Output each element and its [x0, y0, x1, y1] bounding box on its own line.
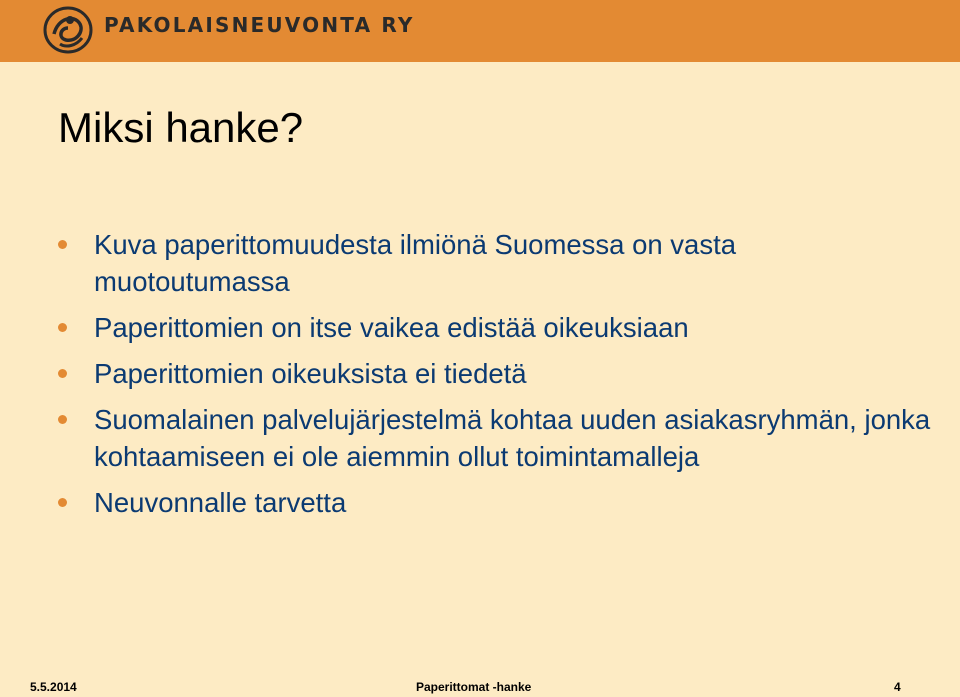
bullet-dot-icon: [58, 240, 67, 249]
bullet-item: [58, 226, 938, 300]
bullet-list: [58, 226, 938, 530]
bullet-text: Paperittomien oikeuksista ei tiedetä: [94, 358, 527, 389]
page-number: 4: [894, 680, 901, 694]
pakolaisneuvonta-emblem-icon: [40, 4, 96, 56]
slide-title: Miksi hanke?: [58, 104, 304, 151]
bullet-text: Neuvonnalle tarvetta: [94, 487, 347, 518]
bullet-dot-icon: [58, 415, 67, 424]
bullet-dot-icon: [58, 369, 67, 378]
bullet-item: [58, 484, 938, 521]
header-bar: [0, 0, 960, 62]
bullet-text: Suomalainen palvelujärjestelmä kohtaa uuden asiakasryhmän, jonka kohtaamiseen ei ole aiemmin ollut toimintamalleja: [94, 404, 931, 472]
bullet-item: [58, 401, 938, 475]
bullet-text: Kuva paperittomuudesta ilmiönä Suomessa on vasta muotoutumassa: [94, 229, 737, 297]
footer-title: Paperittomat -hanke: [416, 680, 532, 694]
bullet-item: [58, 355, 938, 392]
organization-logo-text: PAKOLAISNEUVONTA RY: [104, 13, 415, 37]
bullet-text: Paperittomien on itse vaikea edistää oikeuksiaan: [94, 312, 689, 343]
bullet-dot-icon: [58, 323, 67, 332]
bullet-item: [58, 309, 938, 346]
footer-date: 5.5.2014: [30, 680, 77, 694]
bullet-dot-icon: [58, 498, 67, 507]
